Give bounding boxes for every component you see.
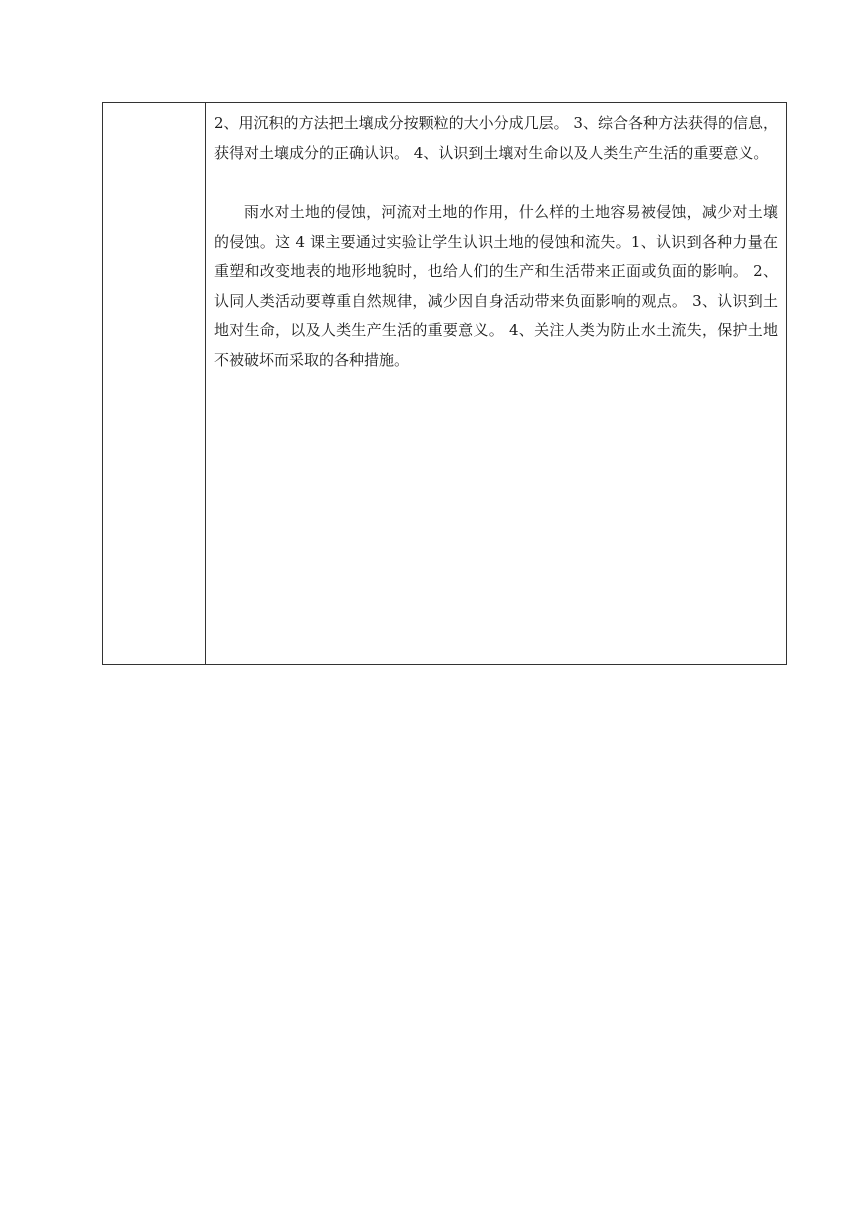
paragraph-soil-erosion: 雨水对土地的侵蚀，河流对土地的作用，什么样的土地容易被侵蚀，减少对土壤的侵蚀。这 4 课主要通过实验让学生认识土地的侵蚀和流失。1、认识到各种力量在重塑和改变地表的地形地貌时，也给人们的生产和生活带来正面或负面的影响。 2、认同人类活动要尊重自然规律，减少因自身活动带来负面影响的观点。 3、认识到土地对生命，以及人类生产生活的重要意义。 4、关注人类为防止水土流失，保护土地不被破坏而采取的各种措施。 <box>214 203 778 369</box>
table-right-cell <box>206 103 786 664</box>
content-table <box>102 102 787 665</box>
table-left-cell <box>103 103 206 664</box>
paragraph-soil-layers: 2、用沉积的方法把土壤成分按颗粒的大小分成几层。 3、综合各种方法获得的信息，获得对土壤成分的正确认识。 4、认识到土壤对生命以及人类生产生活的重要意义。 <box>214 114 778 162</box>
paragraph-spacer <box>214 168 778 198</box>
